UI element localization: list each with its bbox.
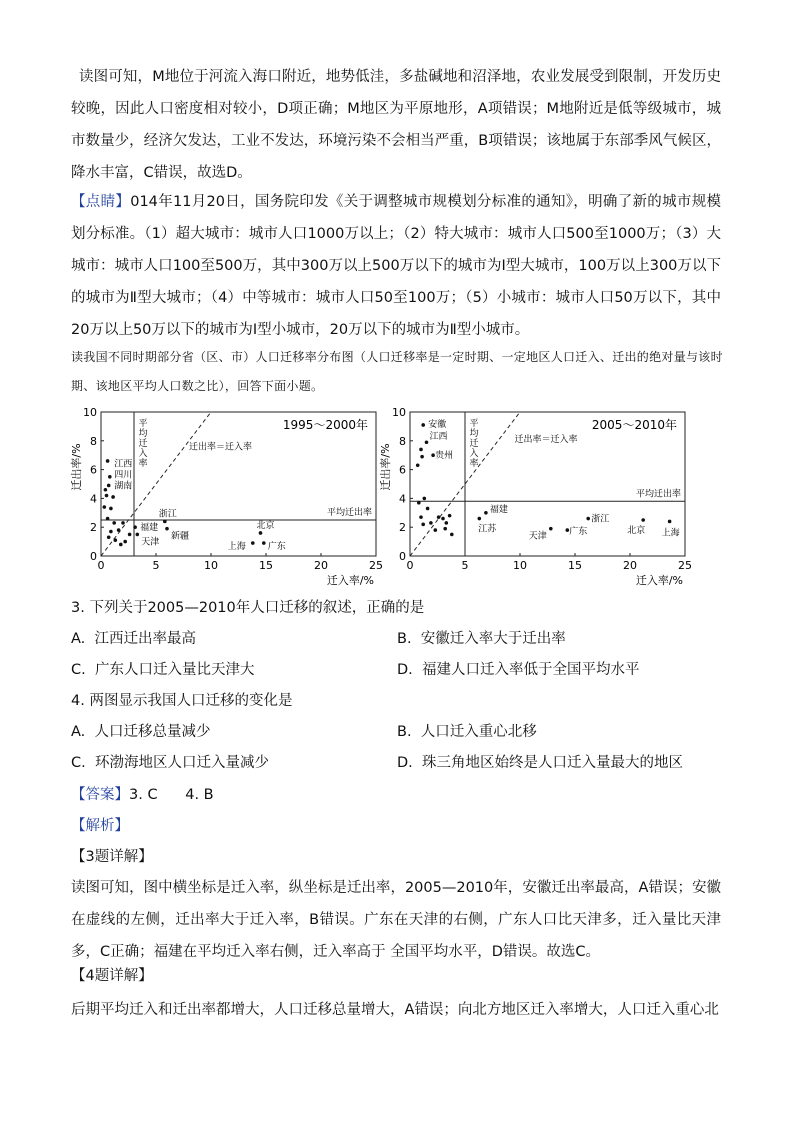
q4-option-d[interactable] <box>397 753 683 773</box>
x-tick-label: 25 <box>678 559 692 572</box>
chart-title: 1995～2000年 <box>282 418 368 432</box>
point-label: 广东 <box>569 527 588 538</box>
option-letter: B. <box>397 631 412 647</box>
data-point <box>114 538 118 542</box>
point-label: 安徽 <box>428 419 447 430</box>
option-text: 环渤海地区人口迁入量减少 <box>94 755 269 771</box>
option-letter: B. <box>397 724 412 740</box>
option-letter: C. <box>71 662 86 678</box>
data-point <box>112 521 116 525</box>
data-point <box>133 525 137 529</box>
avg-in-label-char: 率 <box>138 459 148 469</box>
point-label: 广东 <box>267 542 286 553</box>
data-point <box>429 521 433 525</box>
data-point <box>105 494 109 498</box>
question-4-stem: 4. 两图显示我国人口迁移的变化是 <box>71 693 293 709</box>
x-tick-label: 15 <box>568 559 582 572</box>
data-point <box>119 543 123 547</box>
data-point <box>111 495 115 499</box>
detail-4-label: 【4题详解】 <box>71 968 153 984</box>
chart-2005-2010 <box>377 402 701 588</box>
data-point <box>441 517 445 521</box>
y-tick-label: 8 <box>90 434 97 448</box>
data-point <box>641 518 645 522</box>
data-point <box>425 440 429 444</box>
x-tick-label: 0 <box>97 559 105 572</box>
point-label: 上海 <box>661 528 680 539</box>
data-point <box>251 541 255 545</box>
data-point <box>423 497 427 501</box>
previous-answer-paragraph <box>71 61 721 189</box>
point-label: 天津 <box>141 537 160 548</box>
data-point <box>484 511 488 515</box>
data-point <box>107 484 111 488</box>
data-point <box>420 455 424 459</box>
q3-option-d[interactable] <box>397 660 640 680</box>
option-letter: A. <box>71 724 86 740</box>
x-tick-label: 10 <box>513 559 527 572</box>
data-point <box>421 423 425 427</box>
avg-in-label-char: 平 <box>469 419 479 429</box>
q3-option-b[interactable] <box>397 629 566 649</box>
avg-in-label-char: 迁 <box>138 439 148 449</box>
data-point <box>448 514 452 518</box>
y-tick-label: 10 <box>392 406 406 419</box>
diagonal-label: 迁出率＝迁入率 <box>189 442 253 453</box>
data-point <box>121 521 125 525</box>
data-point <box>434 528 438 532</box>
y-axis-label: 迁出率/% <box>379 443 392 491</box>
avg-out-label: 平均迁出率 <box>326 508 372 518</box>
data-point <box>165 527 169 531</box>
option-text: 广东人口迁入量比天津大 <box>94 662 255 678</box>
data-point <box>549 527 553 531</box>
data-point <box>109 507 113 511</box>
x-tick-label: 5 <box>461 559 469 572</box>
option-text: 珠三角地区始终是人口迁入量最大的地区 <box>422 755 683 771</box>
analysis-line <box>71 816 129 836</box>
option-text: 人口迁入重心北移 <box>420 724 537 740</box>
option-text: 福建人口迁入率低于全国平均水平 <box>422 662 640 678</box>
data-point <box>421 523 425 527</box>
diagonal-label: 迁出率＝迁入率 <box>514 435 578 446</box>
avg-in-label-char: 均 <box>469 429 479 439</box>
point-text: 014年11月20日，国务院印发《关于调整城市规模划分标准的通知》，明确了新的城市规模划分标准。（1）超大城市：城市人口1000万以上；（2）特大城市：城市人口500至1000万；（3）大城市：城市人口100至500万，其中300万以上500万以下的城市为Ⅰ型大城市，100万以上300万以下的城市为Ⅱ型大城市；（4）中等城市：城市人口50至100万；（5）小城市：城市人口50万以下，其中20万以上50万以下的城市为Ⅰ型小城市，20万以下的城市为Ⅱ型小城市。 <box>71 194 722 338</box>
point-label: 福建 <box>140 523 159 534</box>
y-tick-label: 0 <box>90 550 97 563</box>
y-tick-label: 2 <box>90 521 97 535</box>
q4-option-b[interactable] <box>397 722 537 742</box>
x-tick-label: 25 <box>369 559 383 572</box>
region-label: 江西 <box>114 459 133 470</box>
option-letter: D. <box>397 755 413 771</box>
data-point <box>128 533 132 537</box>
x-axis-label: 迁入率/% <box>326 574 374 587</box>
data-point <box>123 540 127 544</box>
avg-in-label-char: 率 <box>469 459 479 469</box>
y-tick-label: 8 <box>399 434 406 448</box>
data-point <box>259 531 263 535</box>
point-label: 浙江 <box>591 514 610 525</box>
q4-option-c[interactable] <box>71 753 269 773</box>
x-tick-label: 20 <box>623 559 637 572</box>
avg-in-label-char: 入 <box>469 449 479 459</box>
data-point <box>104 488 108 492</box>
y-axis-label: 迁出率/% <box>70 443 83 491</box>
data-point <box>450 533 454 537</box>
y-tick-label: 6 <box>90 463 97 477</box>
point-label: 浙江 <box>158 509 177 520</box>
option-letter: A. <box>71 631 86 647</box>
data-point <box>106 459 110 463</box>
option-text: 人口迁移总量减少 <box>94 724 211 740</box>
data-point <box>108 475 112 479</box>
point-label: 天津 <box>528 531 547 542</box>
q4-option-a[interactable] <box>71 722 211 742</box>
answer-line <box>71 785 214 805</box>
y-tick-label: 10 <box>83 406 97 419</box>
point-label: 新疆 <box>171 531 190 542</box>
x-axis-label: 迁入率/% <box>635 574 683 587</box>
point-label: 【点睛】 <box>71 194 131 210</box>
point-label: 江苏 <box>478 524 497 535</box>
data-point <box>419 515 423 519</box>
y-tick-label: 2 <box>399 521 406 535</box>
avg-in-label-char: 均 <box>138 429 148 439</box>
region-label: 四川 <box>114 470 133 481</box>
question-3-stem: 3. 下列关于2005—2010年人口迁移的叙述，正确的是 <box>71 600 425 616</box>
y-tick-label: 0 <box>399 550 406 563</box>
point-label: 北京 <box>256 520 275 531</box>
y-tick-label: 4 <box>399 492 406 506</box>
y-tick-label: 6 <box>399 463 406 477</box>
region-label: 湖南 <box>114 481 133 492</box>
point-label: 上海 <box>227 542 246 553</box>
data-point <box>417 501 421 505</box>
x-tick-label: 20 <box>314 559 328 572</box>
data-point <box>478 517 482 521</box>
option-letter: C. <box>71 755 86 771</box>
data-point <box>445 521 449 525</box>
y-tick-label: 4 <box>90 492 97 506</box>
answer-label: 【答案】 <box>71 787 129 803</box>
data-point <box>107 535 111 539</box>
data-point <box>163 520 167 524</box>
data-point <box>103 505 107 509</box>
data-point <box>416 463 420 467</box>
data-point <box>106 517 110 521</box>
avg-in-label-char: 迁 <box>469 439 479 449</box>
point-label: 北京 <box>627 526 646 536</box>
x-tick-label: 10 <box>204 559 218 572</box>
q3-option-c[interactable] <box>71 660 254 680</box>
option-text: 安徽迁入率大于迁出率 <box>420 631 566 647</box>
x-tick-label: 15 <box>259 559 273 572</box>
avg-in-label-char: 入 <box>138 449 148 459</box>
avg-out-label: 平均迁出率 <box>635 489 681 500</box>
data-point <box>419 448 423 452</box>
chart-title: 2005～2010年 <box>591 418 677 432</box>
q3-option-a[interactable] <box>71 629 196 649</box>
data-point <box>437 515 441 519</box>
data-point <box>586 517 590 521</box>
data-point <box>426 507 430 511</box>
detail-3-label: 【3题详解】 <box>71 849 153 865</box>
x-tick-label: 0 <box>406 559 414 572</box>
option-letter: D. <box>397 662 413 678</box>
chart-intro: 读我国不同时期部分省（区、市）人口迁移率分布图（人口迁移率是一定时期、一定地区人口迁入、迁出的绝对量与该时期、该地区平均人口数之比），回答下面小题。 <box>71 350 723 393</box>
data-point <box>262 541 266 545</box>
detail-4-text: 后期平均迁入和迁出率都增大，人口迁移总量增大，A错误；向北方地区迁入率增大，人口迁入重心北 <box>71 1002 719 1018</box>
previous-answer-text: 读图可知，M地位于河流入海口附近，地势低洼，多盐碱地和沼泽地，农业发展受到限制，开发历史较晚，因此人口密度相对较小，D项正确；M地区为平原地形，A项错误；M地附近是低等级城市，城市数量少，经济欠发达，工业不发达，环境污染不会相当严重，B项错误；该地属于东部季风气候区，降水丰富，C错误，故选D。 <box>71 69 721 181</box>
point-label: 江西 <box>429 432 448 443</box>
data-point <box>117 528 121 532</box>
data-point <box>668 520 672 524</box>
point-label: 贵州 <box>435 451 454 462</box>
detail-3-text: 读图可知，图中横坐标是迁入率，纵坐标是迁出率，2005—2010年，安徽迁出率最高，A错误；安徽在虚线的左侧，迁出率大于迁入率，B错误。广东在天津的右侧，广东人口比天津多，迁入量比天津多，C正确；福建在平均迁入率右侧，迁入率高于 全国平均水平，D错误。故选C。 <box>71 880 721 960</box>
point-label: 福建 <box>489 504 508 515</box>
option-text: 江西迁出率最高 <box>94 631 196 647</box>
x-tick-label: 5 <box>152 559 160 572</box>
data-point <box>136 533 140 537</box>
answer-text: 3. C 4. B <box>129 787 214 803</box>
data-point <box>109 530 113 534</box>
avg-in-label-char: 平 <box>138 419 148 429</box>
chart-1995-2000 <box>68 402 392 588</box>
data-point <box>443 527 447 531</box>
point-paragraph <box>71 186 721 346</box>
analysis-label: 【解析】 <box>71 818 129 834</box>
